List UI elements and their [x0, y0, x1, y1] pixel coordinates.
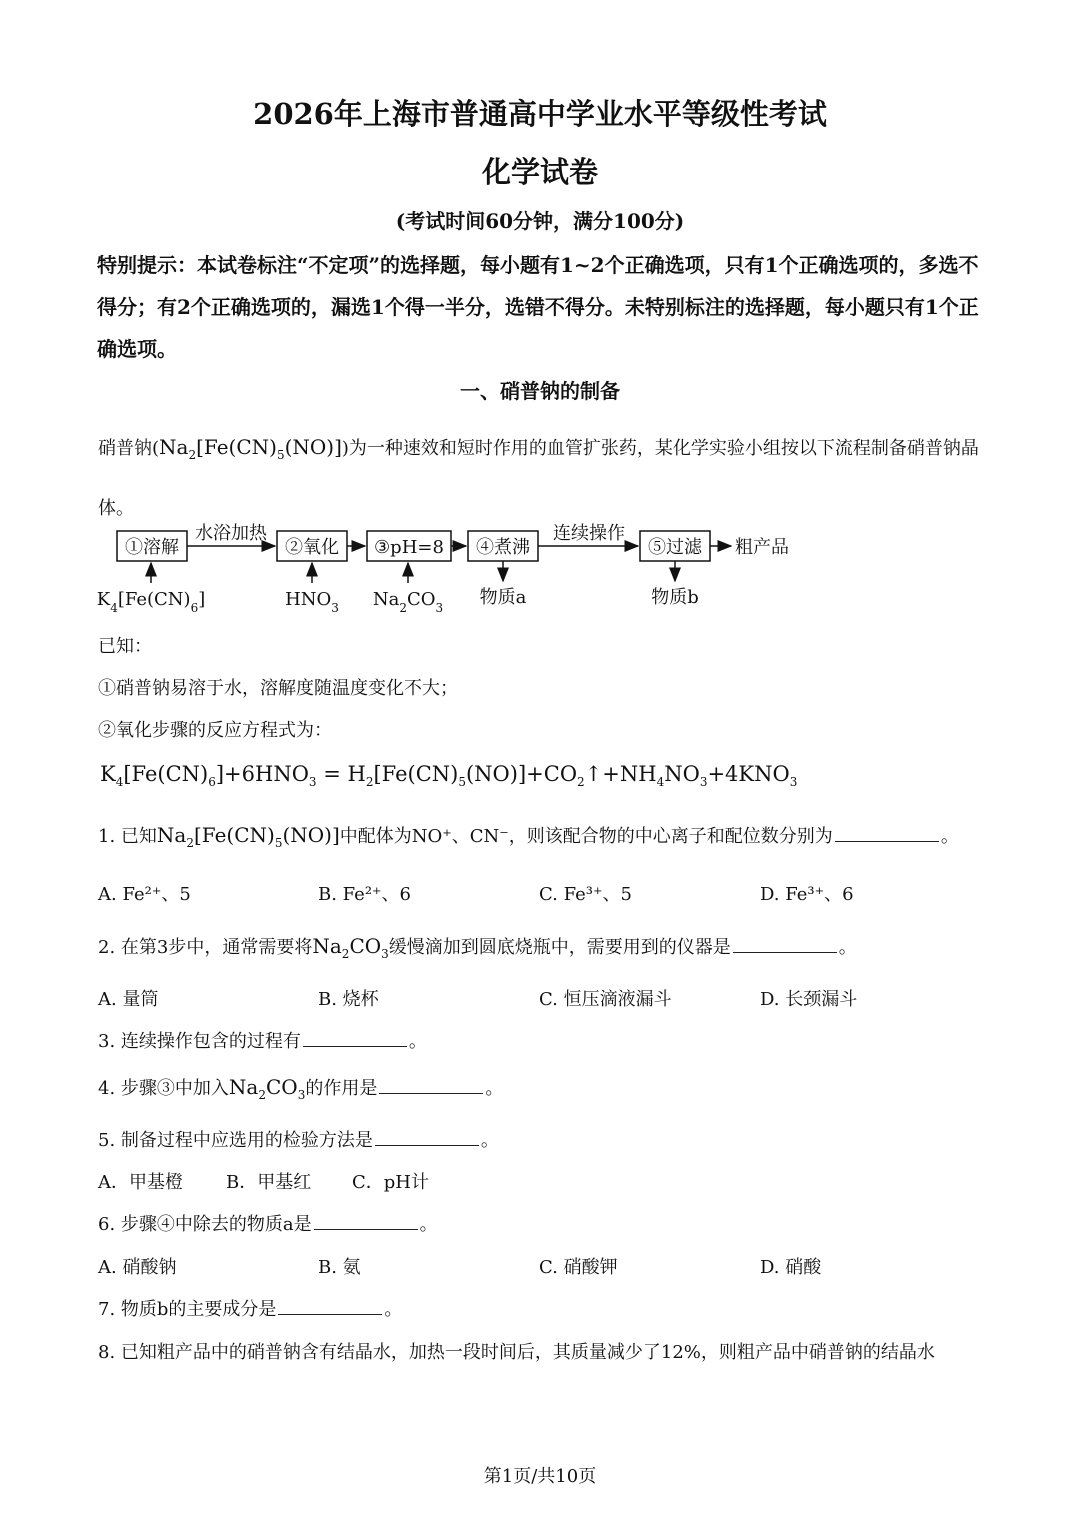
question-text: 2. 在第3步中，通常需要将	[98, 937, 313, 958]
option-b[interactable]: B. 氨	[318, 1257, 361, 1278]
question-7	[98, 1295, 402, 1321]
option-b[interactable]: B. 烧杯	[318, 989, 379, 1010]
option-c[interactable]: C. 硝酸钾	[539, 1257, 618, 1278]
exam-subject: 化学试卷	[481, 155, 598, 189]
end-product-label: 粗产品	[735, 537, 789, 558]
option-a[interactable]: A. 硝酸钠	[98, 1257, 177, 1278]
section-title: 一、硝普钠的制备	[460, 379, 620, 403]
output-label-b: 物质b	[651, 587, 699, 608]
process-flow-diagram	[95, 515, 815, 615]
option-b[interactable]: B．甲基红	[226, 1172, 312, 1193]
option-b[interactable]: B. Fe²⁺、6	[318, 884, 411, 905]
question-text: 1. 已知	[98, 826, 157, 847]
question-end: 。	[419, 1214, 438, 1235]
option-c[interactable]: C. 恒压滴液漏斗	[539, 989, 672, 1010]
question-text: 4. 步骤③中加入	[98, 1078, 229, 1099]
question-5	[98, 1126, 499, 1152]
answer-blank[interactable]	[379, 1075, 483, 1094]
intro-suffix: )为一种速效和短时作用的血管扩张药，某化学实验小组按以下流程制备硝普钠晶体。	[98, 438, 979, 519]
question-text: 5. 制备过程中应选用的检验方法是	[98, 1130, 373, 1151]
input-label-1: $K_4[Fe(CN)_6]$	[96, 589, 206, 615]
question-end: 。	[838, 937, 857, 958]
question-6	[98, 1210, 438, 1236]
question-end: 。	[480, 1130, 499, 1151]
arrow-label-heating: 水浴加热	[195, 523, 267, 544]
question-end: 。	[485, 1078, 504, 1099]
option-a[interactable]: A. 量筒	[98, 989, 159, 1010]
intro-prefix: 硝普钠(	[98, 438, 160, 459]
input-label-3: $Na_2CO_3$	[372, 589, 444, 615]
known-label: 已知：	[98, 636, 152, 657]
step-label-4: ④煮沸	[476, 537, 530, 558]
question-4	[98, 1074, 503, 1102]
question-text: 6. 步骤④中除去的物质a是	[98, 1214, 312, 1235]
input-label-2: $HNO_3$	[285, 589, 339, 615]
question-end: 。	[408, 1031, 427, 1052]
answer-blank[interactable]	[303, 1028, 407, 1047]
answer-blank[interactable]	[314, 1211, 418, 1230]
arrow-label-continuous: 连续操作	[553, 523, 625, 544]
option-c[interactable]: C. Fe³⁺、5	[539, 884, 632, 905]
page-footer: 第1页/共10页	[483, 1466, 597, 1487]
question-3	[98, 1027, 427, 1053]
option-d[interactable]: D. Fe³⁺、6	[760, 884, 854, 905]
output-label-a: 物质a	[479, 587, 527, 608]
question-1	[98, 822, 959, 850]
special-notice: 特别提示：本试卷标注“不定项”的选择题，每小题有1~2个正确选项，只有1个正确选项的，多选不得分；有2个正确选项的，漏选1个得一半分，选错不得分。未特别标注的选择题，每小题只有1个正确选项。	[97, 253, 979, 361]
known-item-2: ②氧化步骤的反应方程式为：	[98, 720, 332, 741]
question-formula: $Na_2[Fe(CN)_5(NO)]$	[156, 823, 340, 850]
question-end: 。	[940, 826, 959, 847]
reaction-equation: $K_4[Fe(CN)_6]+6HNO_3$ = $H_2[Fe(CN)_5(NO)]+CO_2↑+NH_4NO_3+4KNO_3$	[100, 762, 798, 790]
question-end: 。	[384, 1299, 403, 1320]
option-d[interactable]: D. 长颈漏斗	[760, 989, 858, 1010]
intro-formula: $Na_2[Fe(CN)_5(NO)]$	[159, 435, 342, 462]
question-text: 的作用是	[305, 1078, 378, 1099]
question-8: 8. 已知粗产品中的硝普钠含有结晶水，加热一段时间后，其质量减少了12%，则粗产品中硝普钠的结晶水	[98, 1342, 935, 1363]
step-label-1: ①溶解	[125, 537, 179, 558]
question-text: 缓慢滴加到圆底烧瓶中，需要用到的仪器是	[388, 937, 731, 958]
step-label-3: ③pH=8	[374, 537, 444, 558]
option-c[interactable]: C．pH计	[352, 1172, 429, 1193]
exam-info: (考试时间60分钟，满分100分)	[395, 209, 685, 233]
option-a[interactable]: A. Fe²⁺、5	[98, 884, 191, 905]
known-item-1: ①硝普钠易溶于水，溶解度随温度变化不大；	[98, 678, 458, 699]
question-2	[98, 933, 857, 961]
option-d[interactable]: D. 硝酸	[760, 1257, 822, 1278]
answer-blank[interactable]	[835, 823, 939, 842]
step-label-2: ②氧化	[285, 537, 339, 558]
question-text: 7. 物质b的主要成分是	[98, 1299, 277, 1320]
question-formula: $Na_2CO_3$	[228, 1075, 306, 1102]
exam-title: 2026年上海市普通高中学业水平等级性考试	[253, 97, 827, 131]
question-text: 3. 连续操作包含的过程有	[98, 1031, 301, 1052]
step-label-5: ⑤过滤	[648, 537, 702, 558]
option-a[interactable]: A．甲基橙	[98, 1172, 183, 1193]
question-formula: $Na_2CO_3$	[312, 934, 389, 961]
question-text: 中配体为NO⁺、CN⁻，则该配合物的中心离子和配位数分别为	[339, 826, 833, 847]
answer-blank[interactable]	[278, 1296, 382, 1315]
answer-blank[interactable]	[375, 1127, 479, 1146]
answer-blank[interactable]	[733, 934, 837, 953]
